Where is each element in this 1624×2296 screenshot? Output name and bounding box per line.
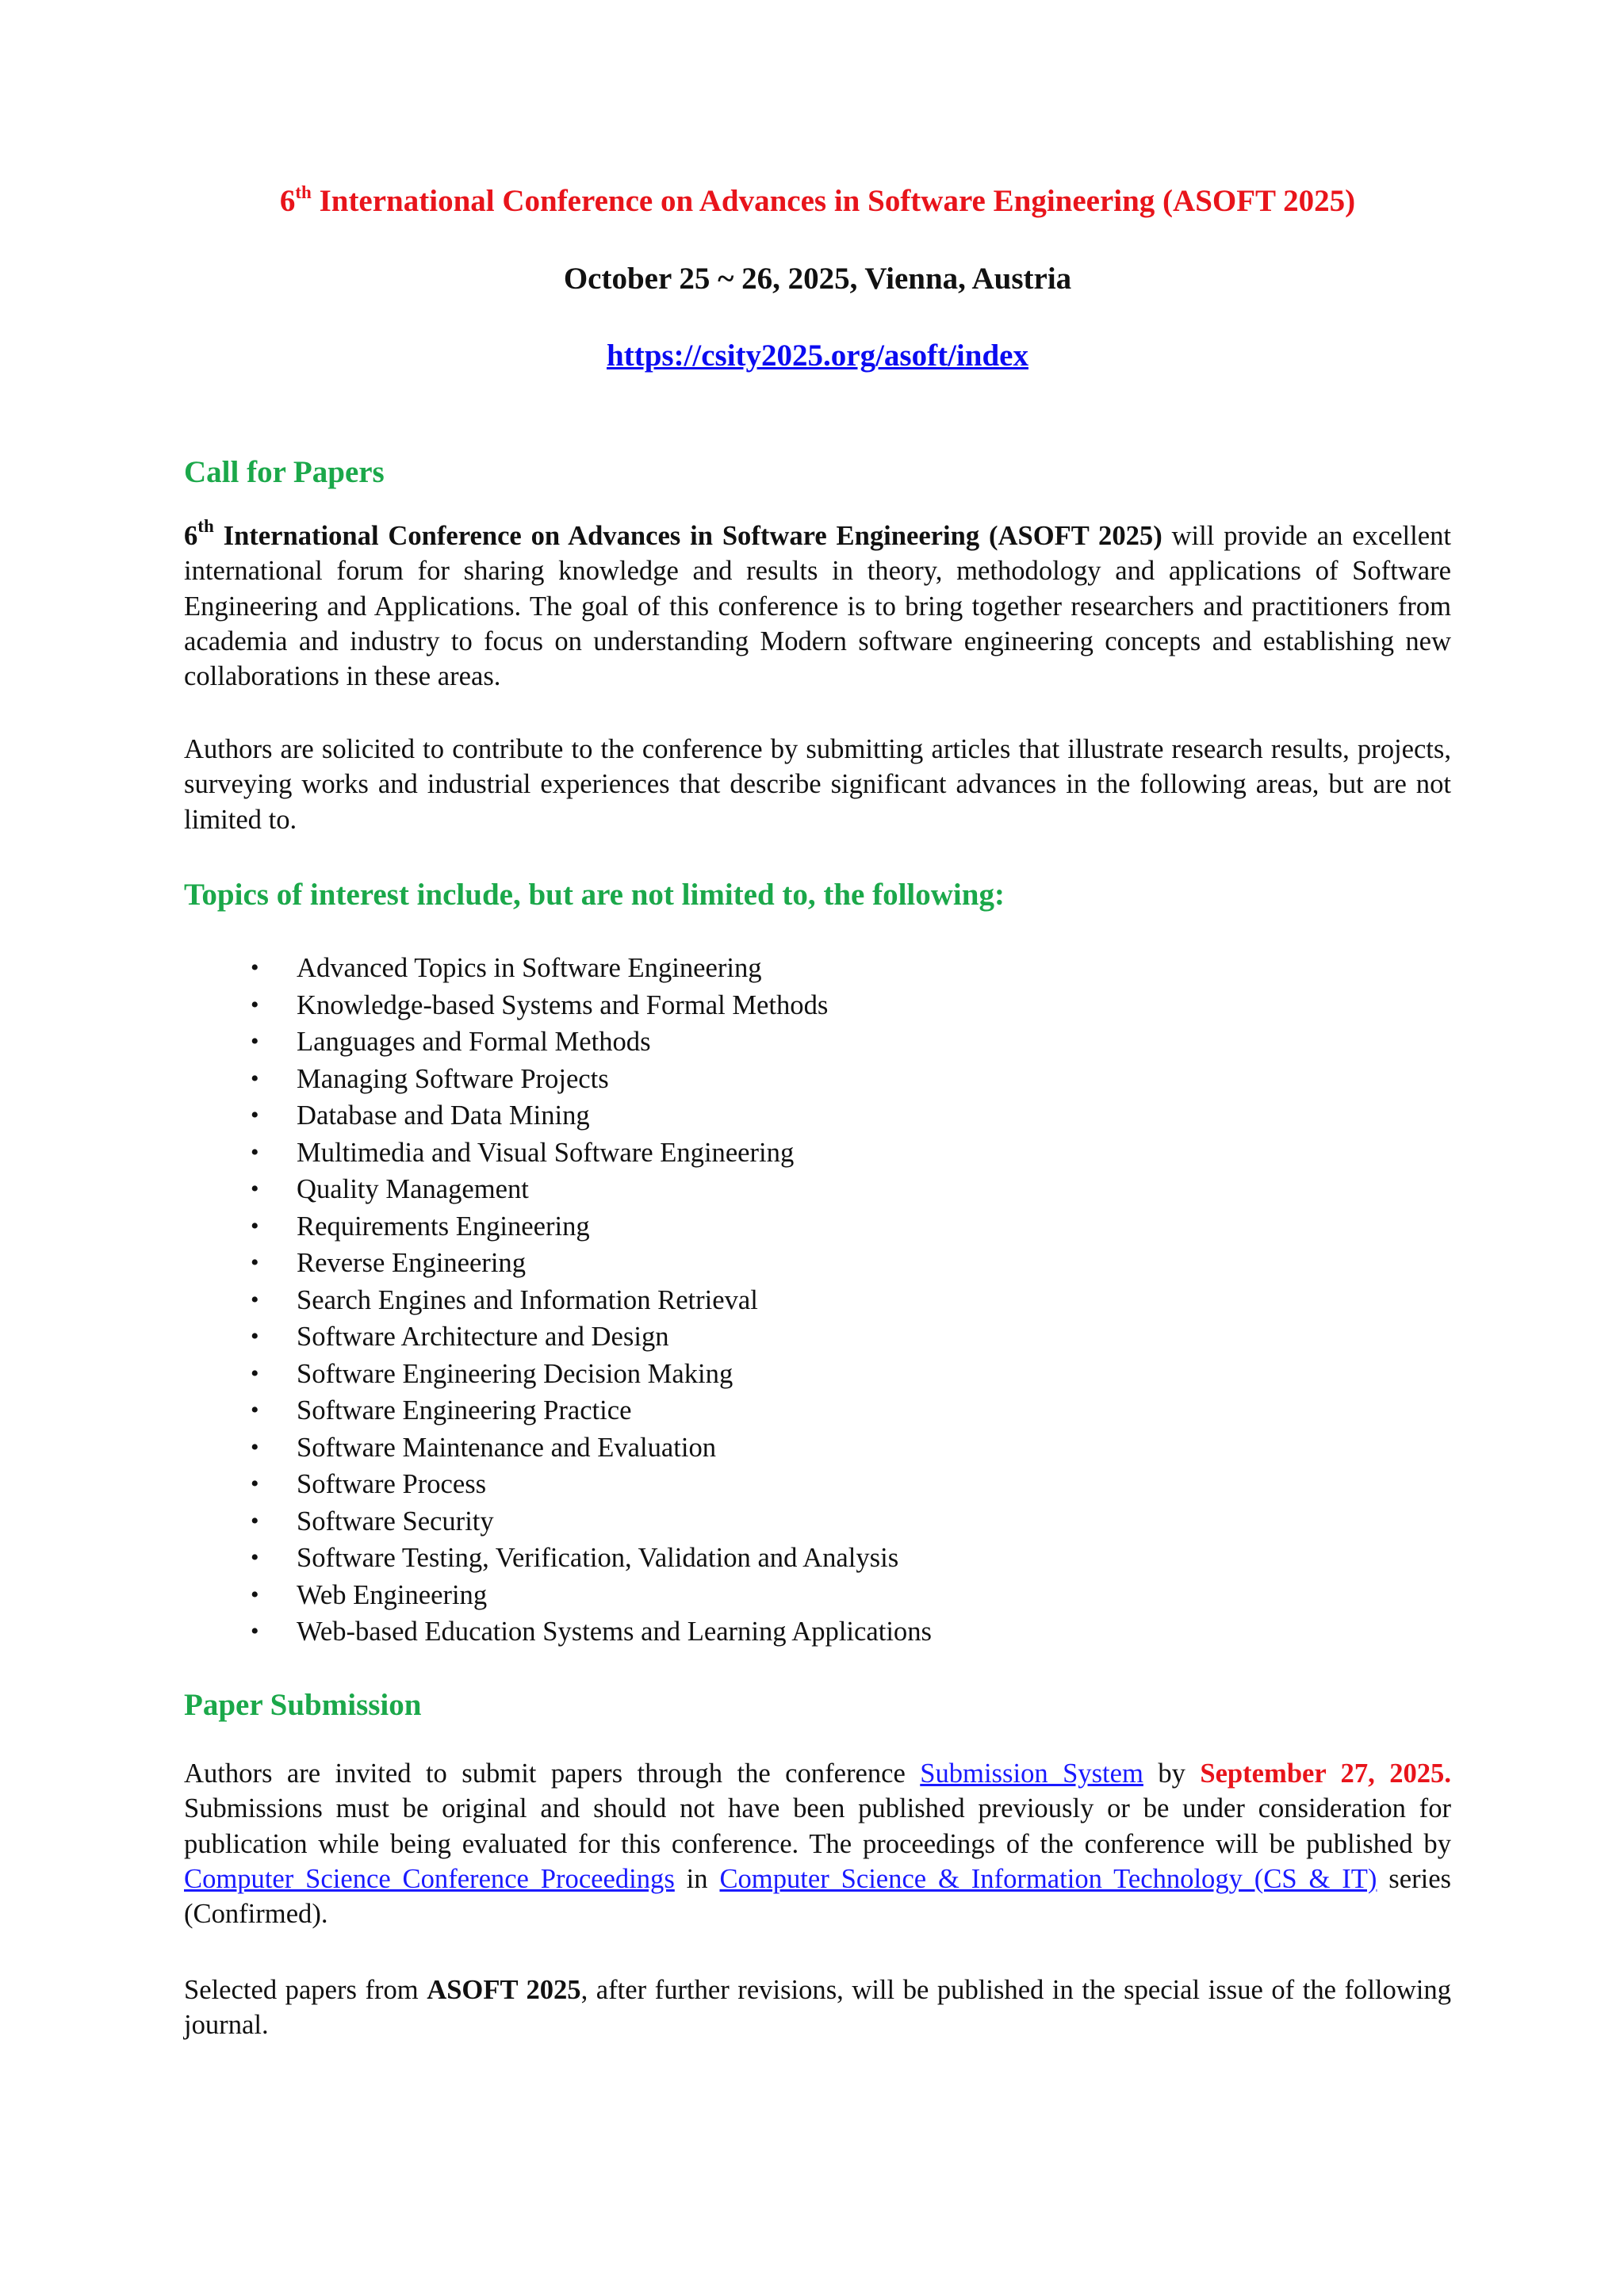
submission-system-link[interactable]: Submission System <box>920 1758 1143 1789</box>
list-item <box>184 1135 932 1172</box>
list-item <box>184 1356 932 1393</box>
topic-label: Managing Software Projects <box>297 1063 609 1094</box>
list-item <box>184 1503 932 1540</box>
intro-lead <box>184 516 1162 551</box>
topic-label: Web Engineering <box>297 1579 488 1610</box>
conference-website-row <box>184 335 1451 377</box>
bullet-icon: • <box>251 1065 259 1092</box>
bullet-icon: • <box>251 1286 259 1313</box>
list-item <box>184 1171 932 1208</box>
topic-label: Reverse Engineering <box>297 1248 527 1278</box>
list-item <box>184 1613 932 1651</box>
list-item <box>184 1061 932 1098</box>
title-ordinal: 6 <box>279 184 296 218</box>
bullet-icon: • <box>251 1397 259 1423</box>
list-item <box>184 987 932 1024</box>
topic-label: Software Maintenance and Evaluation <box>297 1432 717 1463</box>
conference-website-link[interactable]: https://csity2025.org/asoft/index <box>607 339 1028 373</box>
submission-text-4: in <box>674 1863 720 1894</box>
bullet-icon: • <box>251 1249 259 1276</box>
call-for-papers-solicitation: Authors are solicited to contribute to the conference by submitting articles that illustrate research results, projects, surveying works and industrial experiences that describe significant advances in the following areas, but are not limited to. <box>184 734 1451 835</box>
submission-text-1: Authors are invited to submit papers through the conference <box>184 1758 921 1789</box>
topic-label: Software Architecture and Design <box>297 1322 669 1352</box>
list-item <box>184 1318 932 1356</box>
intro-conference-name: International Conference on Advances in Software Engineering (ASOFT 2025) <box>213 521 1162 551</box>
topic-label: Software Testing, Verification, Validation and Analysis <box>297 1543 899 1573</box>
intro-ordinal-suffix: th <box>197 516 214 536</box>
list-item <box>184 1392 932 1429</box>
conference-title <box>184 181 1451 222</box>
topics-list <box>184 950 932 1651</box>
intro-ordinal: 6 <box>184 521 198 551</box>
topic-label: Quality Management <box>297 1174 529 1204</box>
topic-label: Requirements Engineering <box>297 1211 590 1242</box>
bullet-icon: • <box>251 955 259 981</box>
bullet-icon: • <box>251 1471 259 1497</box>
call-for-papers-intro <box>184 516 1451 694</box>
bullet-icon: • <box>251 1028 259 1054</box>
list-item <box>184 1429 932 1467</box>
topic-label: Software Engineering Practice <box>297 1395 632 1425</box>
list-item <box>184 1245 932 1282</box>
bullet-icon: • <box>251 1323 259 1349</box>
bullet-icon: • <box>251 1102 259 1128</box>
title-text: International Conference on Advances in Software Engineering (ASOFT 2025) <box>311 184 1356 218</box>
topic-label: Web-based Education Systems and Learning Applications <box>297 1617 932 1647</box>
selected-papers-text <box>184 1973 1451 2043</box>
intro-text: will provide an excellent international forum for sharing knowledge and results in theory, methodology and applications of Software Engineering and Applications. The goal of this conference is to bring together researchers and practitioners from academia and industry to focus on understanding Modern software engineering concepts and establishing new collaborations in these areas. <box>184 521 1451 692</box>
list-item <box>184 950 932 987</box>
topic-label: Search Engines and Information Retrieval <box>297 1284 758 1315</box>
topic-label: Multimedia and Visual Software Engineering <box>297 1137 795 1168</box>
submission-text-3: Submissions must be original and should not have been published previously or be under consideration for publication while being evaluated for this conference. The proceedings of the conference will be published by <box>184 1793 1451 1859</box>
bullet-icon: • <box>251 1433 259 1460</box>
proceedings-link[interactable]: Computer Science Conference Proceedings <box>184 1863 675 1894</box>
topic-label: Software Security <box>297 1506 494 1536</box>
title-ordinal-suffix: th <box>295 182 312 202</box>
paper-submission-text <box>184 1756 1451 1931</box>
list-item <box>184 1466 932 1503</box>
bullet-icon: • <box>251 1360 259 1387</box>
list-item <box>184 1208 932 1246</box>
selected-conference-name: ASOFT 2025 <box>427 1975 581 2005</box>
selected-text-1: Selected papers from <box>184 1975 427 2005</box>
bullet-icon: • <box>251 1581 259 1608</box>
topic-label: Knowledge-based Systems and Formal Methods <box>297 989 829 1020</box>
conference-dates-location: October 25 ~ 26, 2025, Vienna, Austria <box>563 262 1072 296</box>
list-item <box>184 1097 932 1135</box>
submission-text-2: by <box>1143 1758 1201 1789</box>
topic-label: Software Process <box>297 1469 487 1499</box>
topics-heading: Topics of interest include, but are not limited to, the following: <box>184 878 1005 912</box>
bullet-icon: • <box>251 1138 259 1165</box>
submission-deadline: September 27, 2025. <box>1200 1758 1451 1789</box>
list-item <box>184 1282 932 1319</box>
bullet-icon: • <box>251 991 259 1018</box>
list-item <box>184 1024 932 1061</box>
bullet-icon: • <box>251 1176 259 1202</box>
topic-label: Database and Data Mining <box>297 1100 590 1131</box>
submission-text-5: series (Confirmed). <box>184 1863 1452 1930</box>
paper-submission-heading: Paper Submission <box>184 1688 422 1722</box>
bullet-icon: • <box>251 1544 259 1571</box>
topic-label: Software Engineering Decision Making <box>297 1358 733 1389</box>
selected-text-2: , after further revisions, will be published in the special issue of the following journal. <box>184 1975 1451 2041</box>
bullet-icon: • <box>251 1618 259 1644</box>
call-for-papers-heading: Call for Papers <box>184 455 385 489</box>
list-item <box>184 1540 932 1577</box>
bullet-icon: • <box>251 1507 259 1534</box>
topic-label: Languages and Formal Methods <box>297 1027 651 1057</box>
list-item <box>184 1577 932 1614</box>
bullet-icon: • <box>251 1212 259 1239</box>
topic-label: Advanced Topics in Software Engineering <box>297 953 762 983</box>
cs-it-series-link[interactable]: Computer Science & Information Technology (CS & IT) <box>719 1863 1377 1894</box>
